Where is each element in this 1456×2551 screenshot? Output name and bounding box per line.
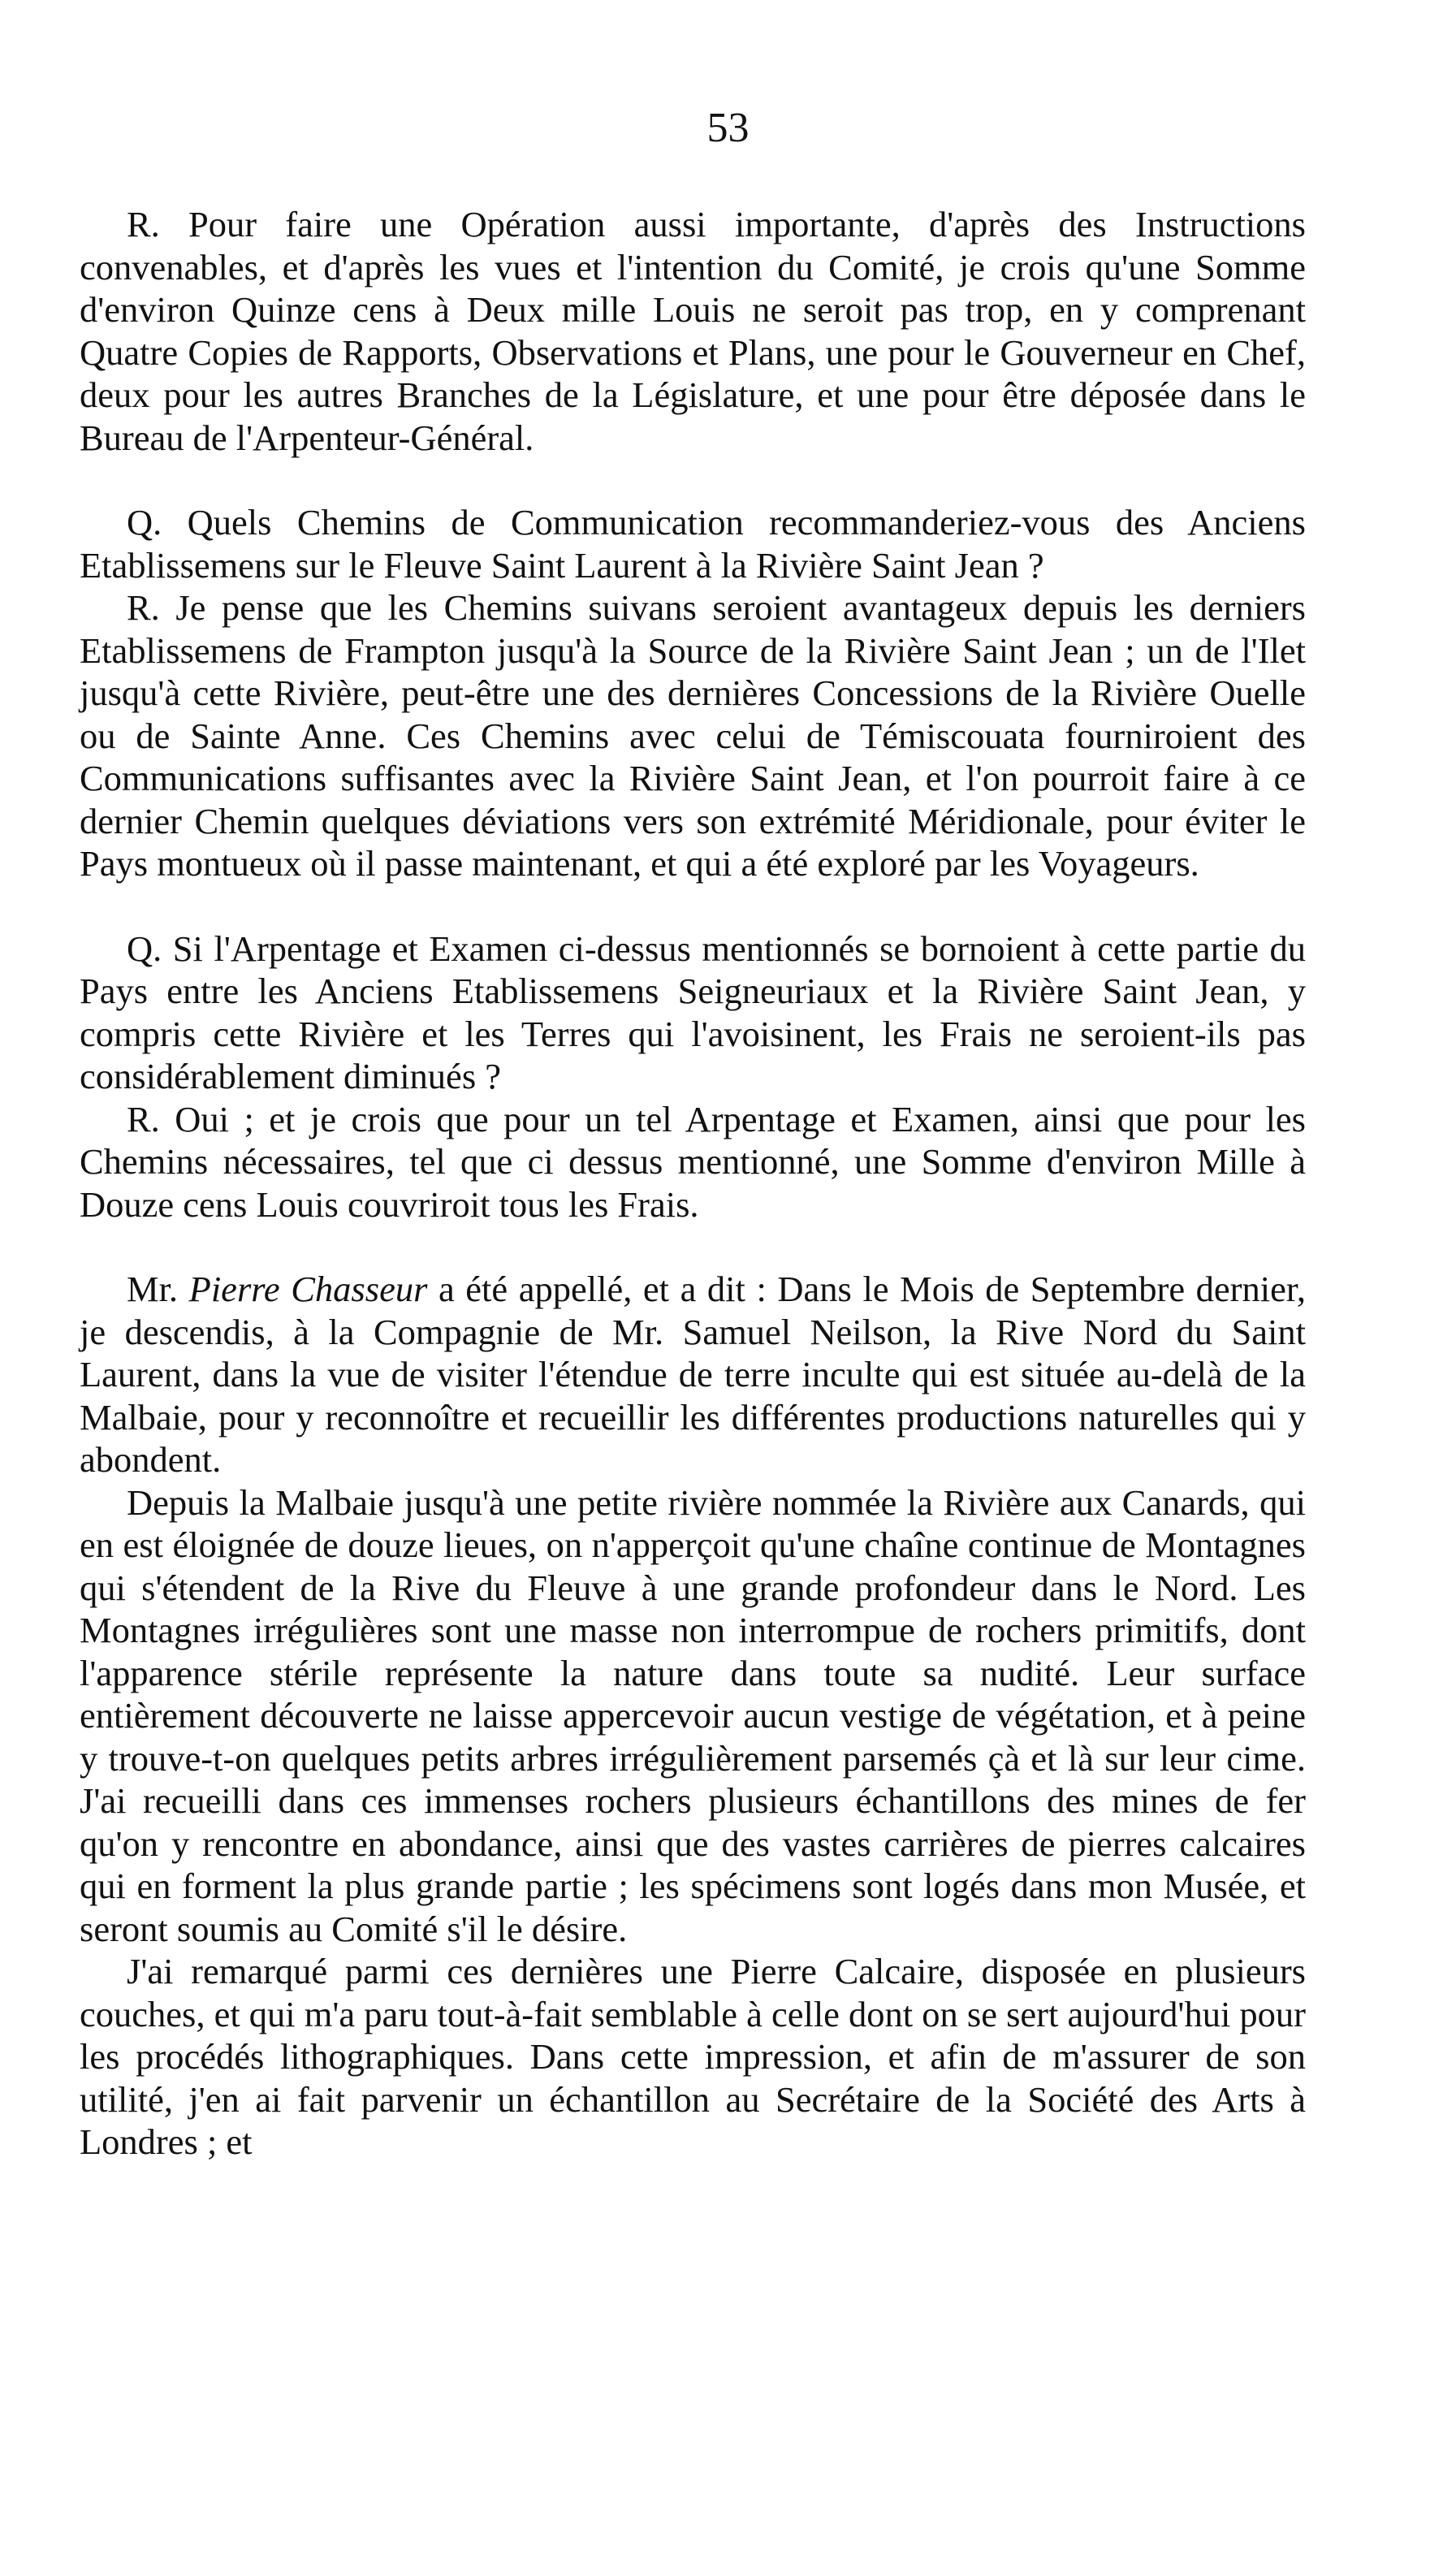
page-number: 53 <box>706 105 750 151</box>
answer-paragraph-survey: R. Oui ; et je crois que pour un tel Arpentage et Examen, ainsi que pour les Chemins nécessaires, tel que ci dessus mentionné, une Somme d'environ Mille à Douze cens Louis couvriroit tous les Frais. <box>80 1098 1306 1225</box>
speaker-name: Pierre Chasseur <box>188 1269 428 1309</box>
document-body <box>80 203 1306 2164</box>
speaker-prefix: Mr. <box>127 1269 179 1309</box>
testimony-intro-text: a été appellé, et a dit : Dans le Mois de Septembre dernier, je descendis, à la Compagnie de Mr. Samuel Neilson, la Rive Nord du Saint Laurent, dans la vue de visiter l'étendue de terre inculte qui est située au-delà de la Malbaie, pour y reconnoître et recueillir les différentes productions naturelles qui y abondent. <box>80 1269 1307 1480</box>
question-paragraph-survey: Q. Si l'Arpentage et Examen ci-dessus mentionnés se bornoient à cette partie du Pays entre les Anciens Etablissemens Seigneuriaux et la Rivière Saint Jean, y compris cette Rivière et les Terres qui l'avoisinent, les Frais ne seroient-ils pas considérablement diminués ? <box>80 927 1306 1096</box>
testimony-paragraph-mountains: Depuis la Malbaie jusqu'à une petite rivière nommée la Rivière aux Canards, qui en est éloignée de douze lieues, on n'apperçoit qu'une chaîne continue de Montagnes qui s'étendent de la Rive du Fleuve à une grande profondeur dans le Nord. Les Montagnes irrégulières sont une masse non interrompue de rochers primitifs, dont l'apparence stérile représente la nature dans toute sa nudité. Leur surface entièrement découverte ne laisse appercevoir aucun vestige de végétation, et à peine y trouve-t-on quelques petits arbres irrégulièrement parsemés çà et là sur leur cime. J'ai recueilli dans ces immenses rochers plusieurs échantillons des mines de fer qu'on y rencontre en abondance, ainsi que des vastes carrières de pierres calcaires qui en forment la plus grande partie ; les spécimens sont logés dans mon Musée, et seront soumis au Comité s'il le désire. <box>80 1481 1306 1949</box>
question-paragraph-roads: Q. Quels Chemins de Communication recommanderiez-vous des Anciens Etablissemens sur le Fleuve Saint Laurent à la Rivière Saint Jean ? <box>80 502 1306 586</box>
testimony-paragraph-limestone: J'ai remarqué parmi ces dernières une Pierre Calcaire, disposée en plusieurs couches, et qui m'a paru tout-à-fait semblable à celle dont on se sert aujourd'hui pour les procédés lithographiques. Dans cette impression, et afin de m'assurer de son utilité, j'en ai fait parvenir un échantillon au Secrétaire de la Société des Arts à Londres ; et <box>80 1951 1307 2162</box>
answer-paragraph-cost: R. Pour faire une Opération aussi importante, d'après des Instructions convenables, et d'après les vues et l'intention du Comité, je crois qu'une Somme d'environ Quinze cens à Deux mille Louis ne seroit pas trop, en y comprenant Quatre Copies de Rapports, Observations et Plans, une pour le Gouverneur en Chef, deux pour les autres Branches de la Législature, et une pour être déposée dans le Bureau de l'Arpenteur-Général. <box>80 204 1306 458</box>
answer-paragraph-roads: R. Je pense que les Chemins suivans seroient avantageux depuis les derniers Etablissemens de Frampton jusqu'à la Source de la Rivière Saint Jean ; un de l'Ilet jusqu'à cette Rivière, peut-être une des dernières Concessions de la Rivière Ouelle ou de Sainte Anne. Ces Chemins avec celui de Témiscouata fourniroient des Communications suffisantes avec la Rivière Saint Jean, et l'on pourroit faire à ce dernier Chemin quelques déviations vers son extrémité Méridionale, pour éviter le Pays montueux où il passe maintenant, et qui a été exploré par les Voyageurs. <box>80 587 1306 884</box>
testimony-paragraph-intro <box>80 1268 1306 1481</box>
